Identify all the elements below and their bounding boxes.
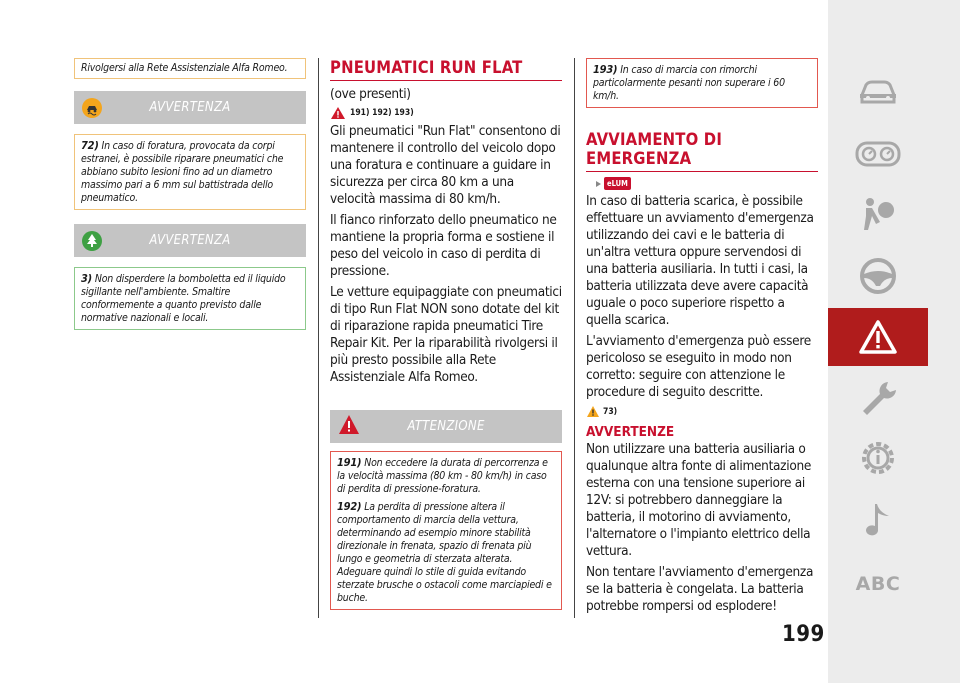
sidebar-item-index[interactable] — [828, 556, 928, 612]
sidebar-item-multimedia[interactable] — [828, 492, 928, 548]
sidebar-item-safety[interactable] — [828, 186, 928, 242]
warning-header-1 — [74, 91, 306, 124]
middle-column — [330, 58, 562, 610]
ref-73: 73) — [603, 406, 618, 417]
note-72-text: In caso di foratura, provocata da corpi estranei, è possibile riparare pneumatici che abbiano subito lesioni fino ad un diametro massimo pari a 6 mm sul battistrada dello pneumatico. — [81, 140, 284, 204]
emergency-para-1: In caso di batteria scarica, è possibile effettuare un avviamento d'emergenza utilizzando dei cavi e le batteria di un'altra vettura oppure servendosi di una batteria ausiliaria. In tutti i casi, la batteria utilizzata deve avere capacità uguale o poco superiore rispetto a quella scarica. — [586, 193, 814, 328]
version-badge-row — [586, 177, 818, 190]
warning-triangle-icon — [858, 319, 898, 355]
run-flat-title: PNEUMATICI RUN FLAT — [330, 58, 523, 77]
run-flat-subtitle: (ove presenti) — [330, 86, 411, 102]
wrench-icon — [858, 378, 898, 418]
emergency-para-3: Non utilizzare una batteria ausiliaria o qualunque altra fonte di alimentazione esterna con una tensione superiore ai 12V: si potrebbero danneggiare la batteria, il motorino di avviamento, l'alternatore o l'impianto elettrico della vettura. — [586, 441, 812, 559]
note-3-number: 3) — [81, 272, 93, 285]
attention-title: ATTENZIONE — [407, 419, 485, 434]
settings-icon — [858, 438, 898, 478]
sidebar-item-dashboard[interactable] — [828, 126, 928, 182]
warning-header-2 — [74, 224, 306, 257]
refs-191-193: 191) 192) 193) — [350, 108, 414, 118]
note-192 — [337, 500, 555, 605]
column-divider-2 — [574, 58, 575, 618]
emergency-start-title: AVVIAMENTO DI EMERGENZA — [586, 130, 723, 168]
airbag-icon — [858, 194, 898, 234]
emergency-para-4: Non tentare l'avviamento d'emergenza se la batteria è congelata. La batteria potrebbe rompersi od esplodere! — [586, 564, 814, 614]
warnings-heading: AVVERTENZE — [586, 424, 675, 440]
note-192-text: La perdita di pressione altera il comportamento di marcia della vettura, determinando ad esempio minore stabilità direzionale in frenata, spazio di frenata più lungo e geometria di sterzata alterata. Adeguare quindi lo stile di guida evitando sterzate brusche o ostacoli come marciapiedi e buche. — [337, 501, 552, 604]
intro-text: Rivolgersi alla Rete Assistenziale Alfa Romeo. — [81, 62, 288, 74]
note-192-number: 192) — [337, 500, 362, 513]
note-191 — [337, 456, 555, 496]
hand-pointer-icon — [586, 178, 602, 190]
sidebar-item-car[interactable] — [828, 64, 928, 120]
abc-index-label: ABC — [855, 573, 901, 595]
column-divider-1 — [318, 58, 319, 618]
attention-notes — [330, 451, 562, 610]
warning-2-title: AVVERTENZA — [149, 233, 231, 248]
run-flat-para-2: Il fianco rinforzato dello pneumatico ne mantiene la propria forma e sostiene il peso del veicolo in caso di perdita di pressione. — [330, 212, 557, 279]
title-rule-2 — [586, 171, 818, 172]
music-note-icon — [861, 500, 895, 540]
danger-triangle-icon — [330, 106, 346, 120]
left-column — [74, 58, 306, 330]
sidebar-item-technical-data[interactable] — [828, 430, 928, 486]
chapter-sidebar — [828, 0, 960, 683]
page-number: 199 — [782, 622, 825, 647]
caution-triangle-icon — [586, 405, 600, 418]
intro-note — [74, 58, 306, 79]
attention-header — [330, 410, 562, 443]
steering-wheel-icon — [858, 256, 898, 296]
note-193-number: 193) — [593, 63, 618, 76]
warning-1-title: AVVERTENZA — [149, 100, 231, 115]
car-icon — [856, 75, 900, 109]
right-column — [586, 58, 818, 615]
refs-row — [330, 106, 562, 120]
note-3 — [74, 267, 306, 330]
title-rule — [330, 80, 562, 81]
run-flat-para-3: Le vetture equipaggiate con pneumatici di tipo Run Flat NON sono dotate del kit di riparazione rapida pneumatici Tire Repair Kit. Per la riparabilità rivolgersi il più presto possibile alla Rete Assistenziale Alfa Romeo. — [330, 284, 562, 385]
note-191-text: Non eccedere la durata di percorrenza e la velocità massima (80 km - 80 km/h) in caso di perdita di pressione-foratura. — [337, 457, 548, 495]
note-193-text: In caso di marcia con rimorchi particolarmente pesanti non superare i 60 km/h. — [593, 64, 785, 102]
run-flat-para-1: Gli pneumatici "Run Flat" consentono di mantenere il controllo del veicolo dopo una foratura e continuare a guidare in sicurezza per circa 80 km a una velocità massima di 80 km/h. — [330, 123, 561, 207]
sidebar-item-driving[interactable] — [828, 248, 928, 304]
note-72 — [74, 134, 306, 210]
sidebar-item-emergency[interactable] — [828, 308, 928, 366]
note-191-number: 191) — [337, 456, 362, 469]
elum-badge: eLUM — [604, 177, 631, 190]
note-3-text: Non disperdere la bomboletta ed il liquido sigillante nell'ambiente. Smaltire conformemente a quanto previsto dalle normative nazionali e locali. — [81, 273, 286, 324]
emergency-para-2: L'avviamento d'emergenza può essere pericoloso se eseguito in modo non corretto: seguire con attenzione le procedure di seguito descritte. — [586, 333, 811, 400]
dashboard-icon — [855, 139, 901, 169]
sidebar-item-maintenance[interactable] — [828, 370, 928, 426]
note-72-number: 72) — [81, 139, 99, 152]
ref-73-row — [586, 405, 818, 418]
note-193 — [586, 58, 818, 108]
